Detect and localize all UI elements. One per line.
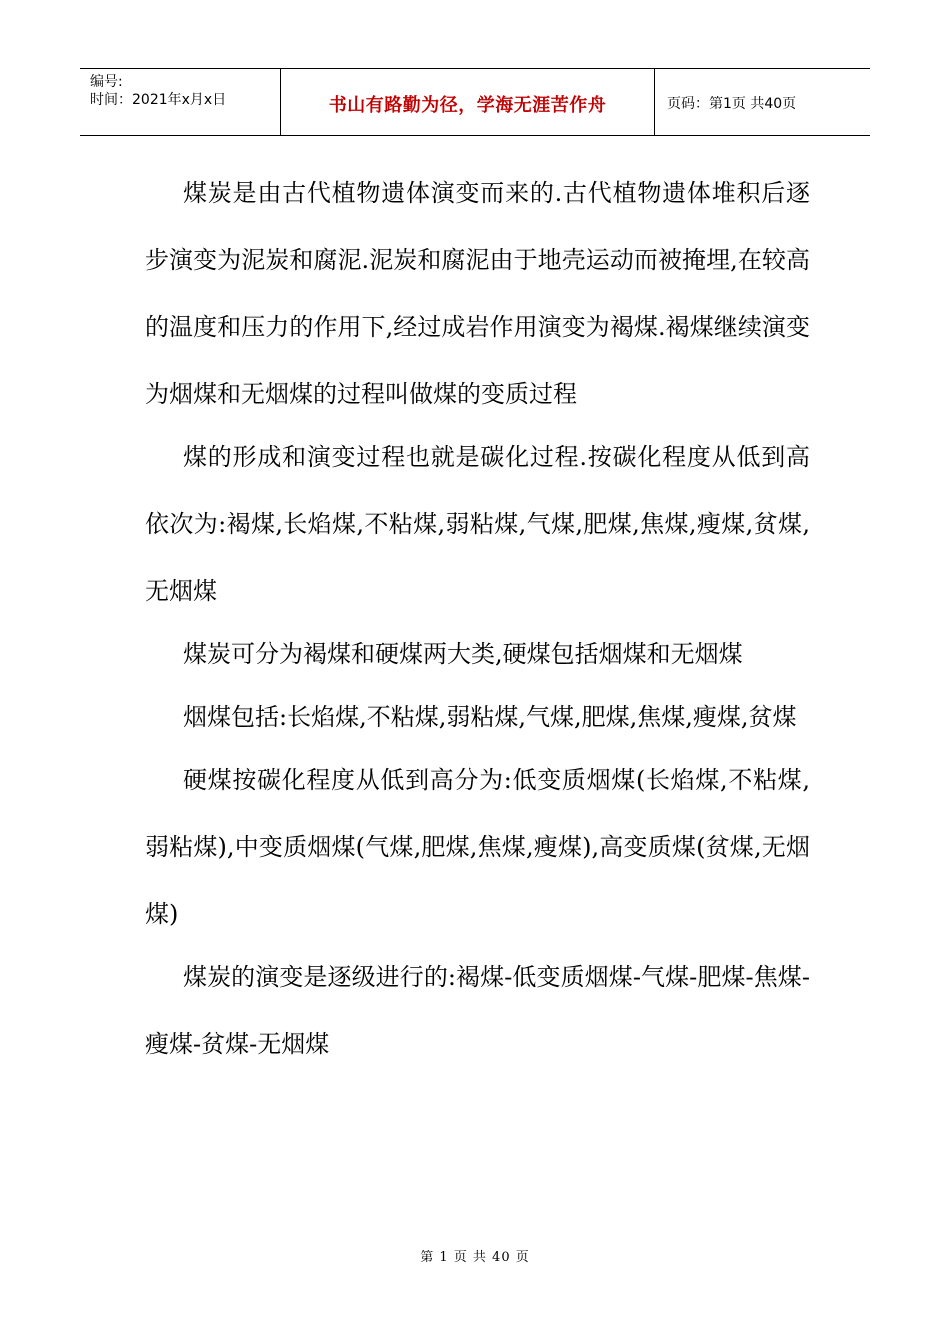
- document-time-label: 时间：2021年x月x日: [90, 92, 227, 108]
- page-footer: 第 1 页 共 40 页: [420, 1250, 530, 1265]
- paragraph-hard-coal-grades: 硬煤按碳化程度从低到高分为:低变质烟煤(长焰煤,不粘煤,弱粘煤),中变质烟煤(气煤,肥煤,焦煤,瘦煤),高变质煤(贫煤,无烟煤): [145, 766, 810, 928]
- document-body: [145, 160, 810, 1078]
- document-number-label: 编号:: [90, 74, 123, 90]
- header-motto: 书山有路勤为径，学海无涯苦作舟: [328, 95, 607, 116]
- paragraph-coal-evolution: 煤炭的演变是逐级进行的:褐煤-低变质烟煤-气煤-肥煤-焦煤-瘦煤-贫煤-无烟煤: [145, 963, 810, 1058]
- header-meta-cell: [80, 69, 281, 135]
- header-page-info: 页码：第1页 共40页: [667, 96, 797, 112]
- paragraph-coal-categories: 煤炭可分为褐煤和硬煤两大类,硬煤包括烟煤和无烟煤: [183, 640, 743, 668]
- header-motto-cell: [281, 69, 655, 135]
- header-page-cell: [655, 69, 870, 135]
- paragraph-coal-origin: 煤炭是由古代植物遗体演变而来的.古代植物遗体堆积后逐步演变为泥炭和腐泥.泥炭和腐泥由于地壳运动而被掩埋,在较高的温度和压力的作用下,经过成岩作用演变为褐煤.褐煤继续演变为烟煤和无烟煤的过程叫做煤的变质过程: [145, 179, 810, 408]
- paragraph-bituminous-types: 烟煤包括:长焰煤,不粘煤,弱粘煤,气煤,肥煤,焦煤,瘦煤,贫煤: [183, 703, 797, 731]
- page-header: [80, 68, 870, 136]
- paragraph-carbonization: 煤的形成和演变过程也就是碳化过程.按碳化程度从低到高依次为:褐煤,长焰煤,不粘煤,弱粘煤,气煤,肥煤,焦煤,瘦煤,贫煤,无烟煤: [145, 443, 810, 605]
